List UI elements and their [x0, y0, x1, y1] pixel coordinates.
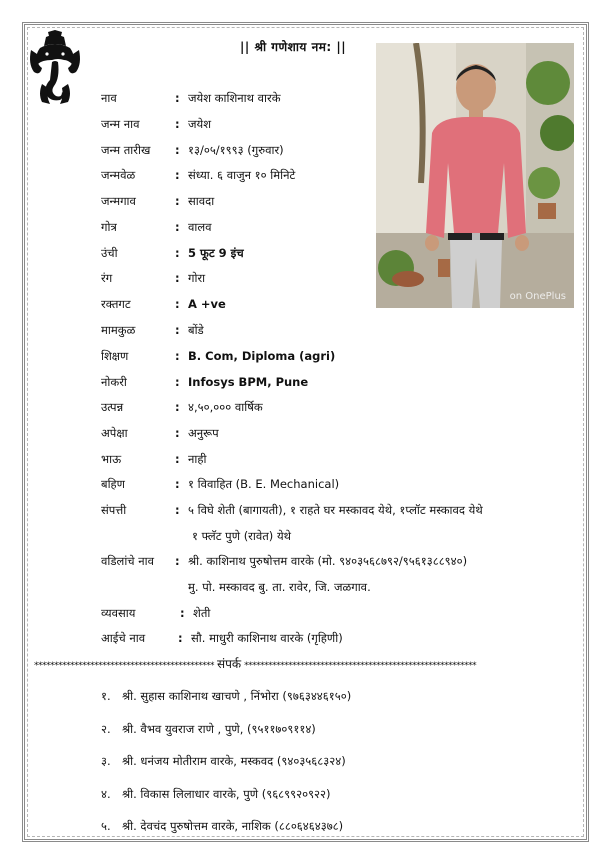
field-value: अनुरूप — [188, 426, 219, 440]
ganesha-icon — [28, 30, 82, 106]
field-colon: : — [175, 143, 180, 157]
field-value: नाही — [188, 452, 207, 466]
field-colon: : — [175, 554, 180, 568]
contact-text: श्री. देवचंद पुरुषोत्तम वारके, नाशिक (८८०६४६४३७८) — [122, 819, 344, 833]
photo-watermark: on OnePlus — [509, 291, 566, 302]
field-value: B. Com, Diploma (agri) — [188, 349, 336, 363]
field-colon: : — [175, 477, 180, 491]
field-label: रक्तगट — [101, 297, 131, 311]
field-label: जन्म तारीख — [101, 143, 151, 157]
field-label: बहिण — [101, 477, 125, 491]
field-value: A +ve — [188, 297, 226, 311]
field-value: जयेश — [188, 117, 212, 131]
field-colon: : — [175, 91, 180, 105]
field-value-line2: १ फ्लॅट पुणे (रावेत) येथे — [192, 529, 291, 543]
field-label: जन्मवेळ — [101, 168, 136, 182]
field-value: सावदा — [188, 194, 215, 208]
contact-heading: संपर्क — [217, 657, 242, 671]
field-colon: : — [175, 271, 180, 285]
field-label: गोत्र — [101, 220, 117, 234]
field-colon: : — [175, 117, 180, 131]
field-colon: : — [175, 297, 180, 311]
field-value: १३/०५/१९९३ (गुरुवार) — [188, 143, 284, 157]
field-colon: : — [175, 323, 180, 337]
field-value: संध्या. ६ वाजुन १० मिनिटे — [188, 168, 296, 182]
divider-stars-right: ********************************************************** — [244, 661, 477, 671]
field-label: मामकुळ — [101, 323, 136, 337]
field-colon: : — [175, 375, 180, 389]
contact-text: श्री. सुहास काशिनाथ खाचणे , निंभोरा (९७६३४४६१५०) — [122, 689, 352, 703]
field-label: आईचे नाव — [101, 631, 146, 645]
divider-stars-left: ********************************************* — [34, 661, 214, 671]
field-label: उंची — [101, 246, 118, 260]
contact-number: ३. — [101, 754, 111, 768]
field-value: १ विवाहित (B. E. Mechanical) — [188, 477, 340, 491]
field-colon: : — [175, 426, 180, 440]
field-label: रंग — [101, 271, 113, 285]
field-label: जन्मगाव — [101, 194, 136, 208]
field-label: संपत्ती — [101, 503, 127, 517]
field-value: Infosys BPM, Pune — [188, 375, 309, 389]
field-value: बोंडे — [188, 323, 204, 337]
contact-number: १. — [101, 689, 111, 703]
field-colon: : — [175, 503, 180, 517]
field-colon: : — [175, 220, 180, 234]
contact-text: श्री. धनंजय मोतीराम वारके, मस्कवद (९४०३५६८३२४) — [122, 754, 346, 768]
field-label: वडिलांचे नाव — [101, 554, 155, 568]
field-label: नोकरी — [101, 375, 127, 389]
field-colon: : — [178, 631, 183, 645]
field-value: 5 फूट 9 इंच — [188, 246, 244, 260]
field-value: ४,५०,००० वार्षिक — [188, 400, 263, 414]
contact-number: २. — [101, 722, 111, 736]
contact-divider — [34, 655, 577, 672]
field-colon: : — [175, 194, 180, 208]
field-label: उत्पन्न — [101, 400, 124, 414]
field-value: शेती — [193, 606, 211, 620]
field-label: जन्म नाव — [101, 117, 140, 131]
field-colon: : — [175, 246, 180, 260]
field-label: व्यवसाय — [101, 606, 136, 620]
field-value-line2: मु. पो. मस्कावद बु. ता. रावेर, जि. जळगाव. — [188, 580, 371, 594]
field-value-line1: ५ विघे शेती (बागायती), १ राहते घर मस्कावद येथे, १प्लॉट मस्कावद येथे — [188, 503, 483, 517]
field-label: शिक्षण — [101, 349, 129, 363]
field-colon: : — [175, 349, 180, 363]
field-colon: : — [175, 452, 180, 466]
contact-number: ५. — [101, 819, 111, 833]
field-value: सौ. माधुरी काशिनाथ वारके (गृहिणी) — [191, 631, 343, 645]
contact-number: ४. — [101, 787, 111, 801]
profile-photo — [376, 43, 574, 308]
field-label: अपेक्षा — [101, 426, 128, 440]
field-value-line1: श्री. काशिनाथ पुरुषोत्तम वारके (मो. ९४०३५६८७९२/९५६१३८८९४०) — [188, 554, 468, 568]
field-value: जयेश काशिनाथ वारके — [188, 91, 281, 105]
field-value: वालव — [188, 220, 212, 234]
field-label: नाव — [101, 91, 117, 105]
field-colon: : — [175, 400, 180, 414]
field-value: गोरा — [188, 271, 206, 285]
page-title: || श्री गणेशाय नम: || — [240, 40, 347, 54]
contact-text: श्री. वैभव युवराज राणे , पुणे, (९५११७०९११४) — [122, 722, 316, 736]
field-label: भाऊ — [101, 452, 122, 466]
contact-text: श्री. विकास लिलाधार वारके, पुणे (९६८९९२०९२२) — [122, 787, 331, 801]
field-colon: : — [175, 168, 180, 182]
field-colon: : — [180, 606, 185, 620]
